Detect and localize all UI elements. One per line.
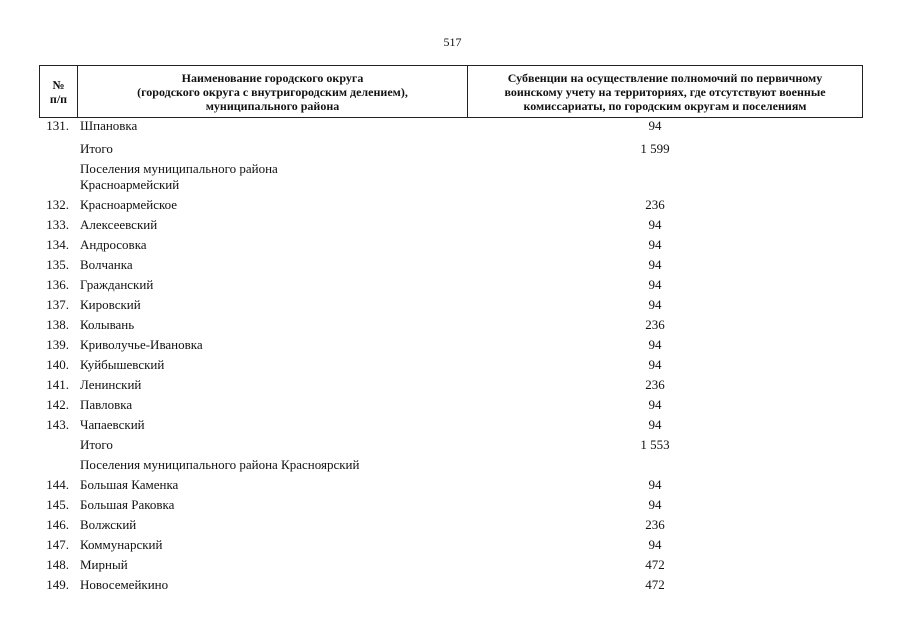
row-number: 144. [46,477,69,492]
row-number: 147. [46,537,69,552]
row-value: 236 [645,377,665,392]
row-value: 94 [648,417,662,432]
row-name: Большая Каменка [80,477,179,492]
row-value: 94 [648,497,662,512]
row-value: 94 [648,237,662,252]
row-name: Поселения муниципального района Красноярский [80,457,360,472]
row-name: Итого [80,437,113,452]
row-value: 94 [648,297,662,312]
row-number: 142. [46,397,69,412]
table-row [0,214,905,234]
row-name: Шпановка [80,118,138,133]
table-row [0,158,905,194]
row-name: Волжский [80,517,137,532]
row-name: Павловка [80,397,133,412]
table-row [0,314,905,334]
row-value: 94 [648,277,662,292]
page-number: 517 [443,35,462,49]
row-value: 94 [648,217,662,232]
row-number: 138. [46,317,69,332]
row-name: Куйбышевский [80,357,165,372]
row-number: 136. [46,277,69,292]
row-name: Коммунарский [80,537,163,552]
row-value: 94 [648,118,662,133]
row-name: Поселения муниципального района Красноармейский [80,161,278,192]
row-value: 472 [645,577,665,592]
table-row [0,574,905,594]
table-row [0,474,905,494]
row-number: 133. [46,217,69,232]
row-value: 236 [645,317,665,332]
row-name: Новосемейкино [80,577,169,592]
row-number: 140. [46,357,69,372]
table-row [0,294,905,314]
row-number: 149. [46,577,69,592]
row-number: 146. [46,517,69,532]
row-name: Колывань [80,317,135,332]
row-value: 94 [648,257,662,272]
row-number: 132. [46,197,69,212]
header-name-column: Наименование городского округа (городского округа с внутригородским делением), муниципального района [78,66,468,117]
table-header [39,65,863,118]
table-row [0,138,905,158]
row-name: Красноармейское [80,197,178,212]
table-row [0,494,905,514]
row-number: 135. [46,257,69,272]
row-number: 139. [46,337,69,352]
table-row [0,414,905,434]
row-value: 94 [648,357,662,372]
table-row [0,554,905,574]
row-value: 236 [645,517,665,532]
row-value: 94 [648,477,662,492]
table-row [0,454,905,474]
row-number: 134. [46,237,69,252]
row-name: Чапаевский [80,417,145,432]
header-subsidy-column: Субвенции на осуществление полномочий по первичному воинскому учету на территориях, где отсутствуют военные комиссариаты, по городским округам и поселениям [504,70,826,113]
row-name: Алексеевский [80,217,158,232]
row-value: 1 553 [640,437,670,452]
row-number: 131. [46,118,69,133]
table-body [0,118,905,594]
table-row [0,514,905,534]
row-value: 1 599 [640,141,670,156]
row-name: Волчанка [80,257,133,272]
row-name: Мирный [80,557,128,572]
row-name: Итого [80,141,113,156]
table-row [0,374,905,394]
row-number: 141. [46,377,69,392]
header-number-column: № п/п [40,66,78,117]
table-row [0,534,905,554]
table-row [0,274,905,294]
table-row [0,394,905,414]
row-name: Андросовка [80,237,147,252]
row-name: Гражданский [80,277,154,292]
row-value: 94 [648,337,662,352]
table-row [0,334,905,354]
row-name: Криволучье-Ивановка [80,337,203,352]
row-number: 145. [46,497,69,512]
row-value: 472 [645,557,665,572]
row-value: 236 [645,197,665,212]
table-row [0,434,905,454]
table-row [0,234,905,254]
row-number: 148. [46,557,69,572]
row-number: 143. [46,417,69,432]
row-value: 94 [648,397,662,412]
table-row [0,254,905,274]
row-name: Большая Раковка [80,497,175,512]
table-row [0,354,905,374]
row-name: Кировский [80,297,141,312]
row-name: Ленинский [80,377,142,392]
row-number: 137. [46,297,69,312]
table-row [0,118,905,138]
row-value: 94 [648,537,662,552]
table-row [0,194,905,214]
